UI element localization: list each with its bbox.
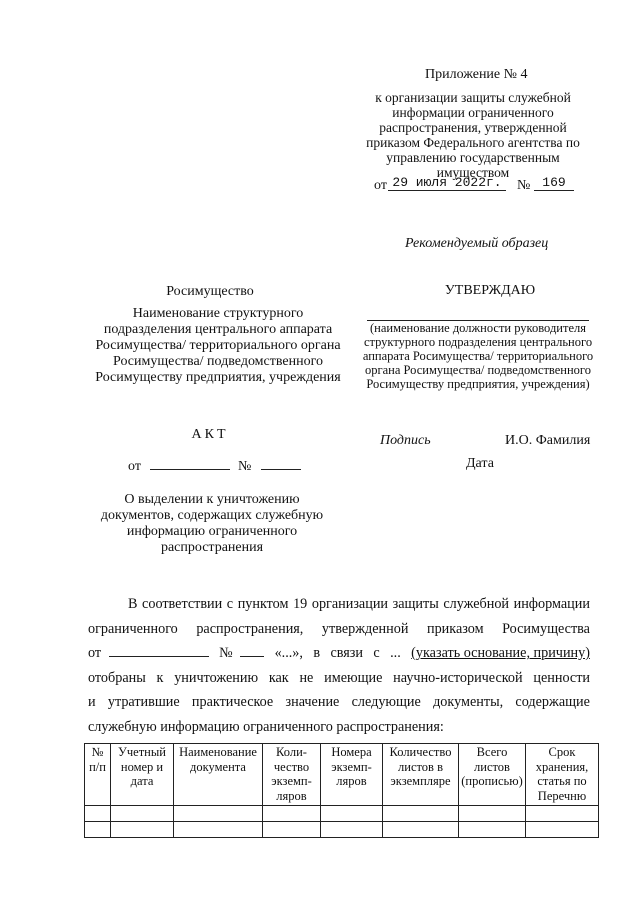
word: с (226, 596, 234, 612)
table-cell (459, 806, 526, 822)
table-cell (459, 822, 526, 838)
table-cell (321, 806, 383, 822)
word (219, 641, 264, 666)
word: с (373, 645, 380, 661)
table-row (85, 806, 599, 822)
table-cell (111, 806, 174, 822)
column-header: Коли-чество экземп-ляров (263, 744, 321, 806)
word: и (88, 694, 96, 710)
order-number: 169 (534, 175, 574, 191)
word: ограниченного (88, 620, 178, 637)
word: утвержденной (321, 620, 409, 637)
number-label: № (517, 178, 531, 193)
word: служебную информацию ограниченного распространения: (88, 718, 444, 735)
word: уничтожению (174, 669, 259, 686)
paragraph-line-6 (88, 715, 590, 740)
appendix-date-line (374, 175, 574, 193)
order-date-blank (109, 644, 209, 657)
table-cell (111, 822, 174, 838)
word: имеющие (324, 669, 383, 686)
column-header: Номера экземп-ляров (321, 744, 383, 806)
table-cell (85, 806, 111, 822)
order-number-blank (240, 644, 264, 657)
word: содержащие (515, 694, 590, 710)
paragraph-line-3 (88, 641, 590, 666)
word: научно-исторической (393, 669, 523, 686)
word: пунктом (237, 596, 289, 612)
word: организации (311, 596, 389, 612)
approve-caption: (наименование должности руководителя структурного подразделения центрального аппарата Росимущества/ территориального органа Росимущества/ подведомственного Росимуществу предприятия, учреждения) (362, 321, 594, 391)
word: в (313, 645, 321, 661)
word: служебной (443, 596, 510, 612)
table-cell (263, 806, 321, 822)
word: В (128, 596, 138, 612)
table-cell (526, 806, 599, 822)
signature-label: Подпись (380, 433, 431, 448)
word: Росимущества (502, 620, 590, 637)
body-paragraph (88, 592, 590, 739)
word: распространения, (196, 620, 304, 637)
act-title: АКТ (191, 427, 229, 442)
word: связи (330, 645, 363, 661)
fio-label: И.О. Фамилия (505, 433, 591, 448)
number-word: № (219, 645, 233, 661)
from-label: от (374, 178, 387, 193)
act-date-line (128, 457, 328, 475)
word: защиты (392, 596, 439, 612)
recommended-sample: Рекомендуемый образец (405, 236, 549, 251)
from-word: от (88, 645, 102, 661)
word: приказом (426, 620, 484, 637)
word: «...», (274, 645, 303, 661)
word (88, 641, 209, 666)
approve-date-label: Дата (466, 456, 494, 471)
table-row (85, 822, 599, 838)
word: информации (513, 596, 590, 612)
word: как (268, 669, 289, 686)
table-cell (174, 822, 263, 838)
paragraph-line-2 (88, 617, 590, 642)
table-cell (263, 822, 321, 838)
table-cell (321, 822, 383, 838)
word: ценности (533, 669, 590, 686)
table-cell (174, 806, 263, 822)
act-from-label: от (128, 459, 141, 474)
word: утратившие (107, 694, 180, 710)
column-header: № п/п (85, 744, 111, 806)
appendix-text: к организации защиты служебной информации ограниченного распространения, утвержденной приказом Федерального агентства по управлению государственным имуществом (366, 90, 580, 180)
word: ... (390, 645, 401, 661)
word: к (156, 669, 164, 686)
word: значение (285, 694, 340, 710)
column-header: Срок хранения, статья по Перечню (526, 744, 599, 806)
column-header: Наименование документа (174, 744, 263, 806)
act-number-blank (261, 457, 301, 470)
act-date-blank (150, 457, 230, 470)
order-date: 29 июля 2022г. (388, 175, 506, 191)
word: документы, (433, 694, 504, 710)
documents-table (84, 743, 599, 838)
word: 19 (293, 596, 308, 612)
table-cell (85, 822, 111, 838)
column-header: Учетный номер и дата (111, 744, 174, 806)
word: не (299, 669, 314, 686)
table-cell (383, 822, 459, 838)
word: соответствии (142, 596, 223, 612)
approve-heading: УТВЕРЖДАЮ (444, 283, 536, 298)
act-subject: О выделении к уничтожению документов, содержащих служебную информацию ограниченного распространения (100, 492, 324, 555)
column-header: Всего листов (прописью) (459, 744, 526, 806)
table-cell (526, 822, 599, 838)
reason-placeholder: (указать основание, причину) (411, 645, 590, 661)
act-number-label: № (237, 459, 252, 474)
table-cell (383, 806, 459, 822)
word: следующие (351, 694, 421, 710)
unit-name: Наименование структурного подразделения центрального аппарата Росимущества/ территориального органа Росимущества/ подведомственного Росимуществу предприятия, учреждения (95, 306, 341, 385)
paragraph-line-1 (88, 592, 590, 617)
word: практическое (191, 694, 274, 710)
table-header-row (85, 744, 599, 806)
word: отобраны (88, 669, 146, 686)
organization-name: Росимущество (166, 284, 254, 299)
appendix-number: Приложение № 4 (425, 67, 528, 82)
paragraph-line-4 (88, 666, 590, 691)
paragraph-line-5 (88, 690, 590, 715)
column-header: Количество листов в экземпляре (383, 744, 459, 806)
